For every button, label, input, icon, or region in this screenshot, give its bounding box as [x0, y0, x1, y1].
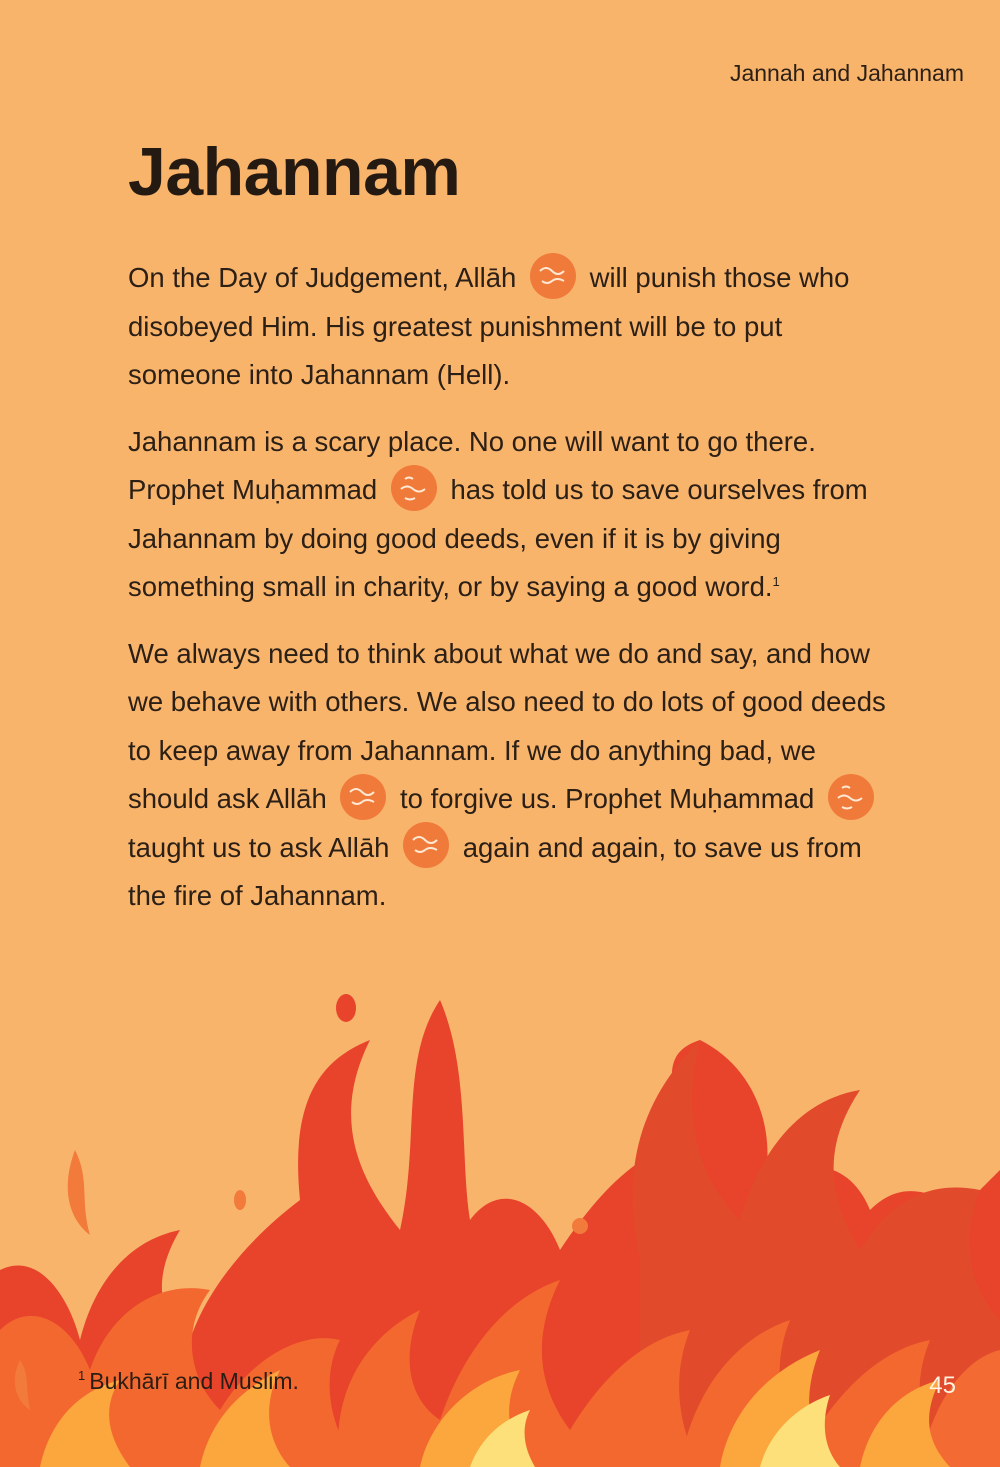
paragraph-text: On the Day of Judgement, Allāh: [128, 262, 517, 293]
footnote: [78, 1368, 299, 1395]
paragraph-1: [128, 254, 888, 400]
page-title: Jahannam: [128, 134, 461, 210]
subhanahu-wa-taala-icon: [403, 822, 449, 868]
ember: [336, 994, 356, 1022]
subhanahu-wa-taala-icon: [530, 253, 576, 299]
footnote-text: Bukhārī and Muslim.: [89, 1368, 299, 1394]
ember: [572, 1218, 588, 1234]
paragraph-text: to forgive us. Prophet Muḥammad: [400, 783, 815, 814]
body-text: [128, 254, 888, 939]
paragraph-3: [128, 630, 888, 921]
sallallahu-alayhi-wa-sallam-icon: [828, 774, 874, 820]
paragraph-text: will punish those who disobeyed Him. His greatest punishment will be to put someone into Jahannam (Hell).: [128, 262, 850, 390]
paragraph-2: [128, 418, 888, 612]
paragraph-text: taught us to ask Allāh: [128, 831, 390, 863]
paragraph-text: again and again, to save us from the fire of Jahannam.: [128, 831, 862, 911]
paragraph-text: Jahannam is a scary place. No one will want to go there. Prophet Muḥammad: [128, 425, 816, 505]
footnote-mark: 1: [78, 1368, 86, 1384]
footnote-reference: 1: [772, 573, 780, 589]
paragraph-text: has told us to save ourselves from Jahannam by doing good deeds, even if it is by giving something small in charity, or by saying a good word.: [128, 474, 868, 602]
page-number: 45: [929, 1372, 956, 1399]
sallallahu-alayhi-wa-sallam-icon: [391, 465, 437, 511]
paragraph-text: We always need to think about what we do and say, and how we behave with others. We also need to do lots of good deeds to keep away from Jahannam. If we do anything bad, we should ask Allāh: [128, 637, 886, 814]
running-head: Jannah and Jahannam: [729, 60, 964, 86]
ember: [234, 1190, 246, 1210]
ember-flick: [68, 1150, 90, 1235]
subhanahu-wa-taala-icon: [340, 774, 386, 820]
